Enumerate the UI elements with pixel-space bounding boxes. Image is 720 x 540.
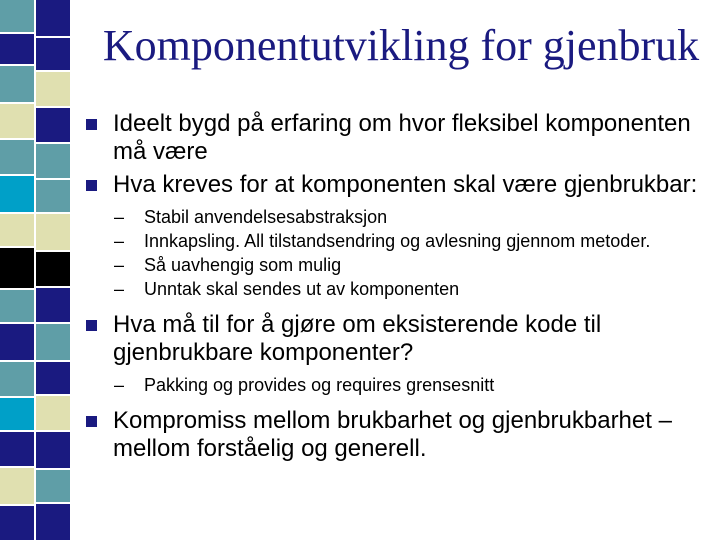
sub-bullet-list	[84, 205, 704, 301]
bullet-item	[84, 110, 704, 166]
square-bullet-icon	[86, 416, 97, 427]
dash-marker: –	[114, 255, 125, 275]
dash-marker: –	[114, 207, 125, 227]
sub-bullet-list	[84, 373, 704, 397]
bullet-item	[84, 311, 704, 367]
sub-bullet-item	[84, 253, 704, 277]
sub-bullet-text: Unntak skal sendes ut av komponenten	[144, 279, 460, 299]
sub-bullet-text: Pakking og provides og requires grensesnitt	[144, 375, 495, 395]
slide-title: Komponentutvikling for gjenbruk	[102, 21, 700, 70]
dash-marker: –	[114, 279, 125, 299]
bullet-list	[84, 110, 704, 468]
bullet-text: Hva må til for å gjøre om eksisterende kode til gjenbrukbare komponenter?	[113, 311, 602, 366]
bullet-text: Hva kreves for at komponenten skal være gjenbrukbar:	[113, 171, 698, 198]
sub-bullet-item	[84, 373, 704, 397]
bullet-text: Kompromiss mellom brukbarhet og gjenbrukbarhet – mellom forståelig og generell.	[113, 407, 672, 462]
sub-bullet-text: Så uavhengig som mulig	[144, 255, 342, 275]
bullet-item	[84, 407, 704, 463]
sub-bullet-item	[84, 205, 704, 229]
sub-bullet-text: Innkapsling. All tilstandsendring og avlesning gjennom metoder.	[144, 231, 651, 251]
sub-bullet-item	[84, 277, 704, 301]
square-bullet-icon	[86, 180, 97, 191]
bullet-text: Ideelt bygd på erfaring om hvor fleksibel komponenten må være	[113, 110, 691, 165]
square-bullet-icon	[86, 119, 97, 130]
dash-marker: –	[114, 231, 125, 251]
square-bullet-icon	[86, 320, 97, 331]
decorative-stripe	[0, 0, 70, 540]
bullet-item	[84, 171, 704, 199]
sub-bullet-item	[84, 229, 704, 253]
sub-bullet-text: Stabil anvendelsesabstraksjon	[144, 207, 388, 227]
dash-marker: –	[114, 375, 125, 395]
